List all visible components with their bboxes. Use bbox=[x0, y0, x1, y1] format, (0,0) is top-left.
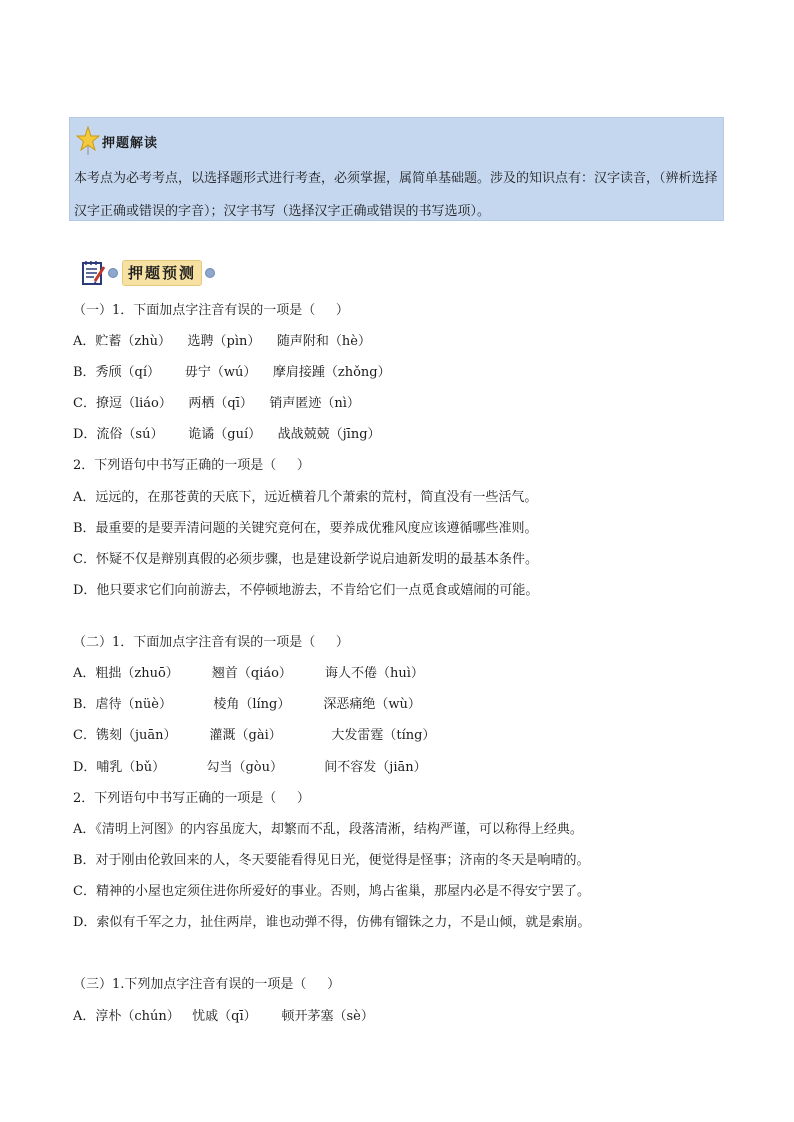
notepad-pencil-icon bbox=[80, 259, 108, 287]
option-line: C．撩逗（liáo） 两栖（qī） 销声匿迹（nì） bbox=[73, 396, 360, 411]
bullet-dot-icon bbox=[205, 268, 215, 278]
bullet-dot-icon bbox=[108, 268, 118, 278]
option-line: D．索似有千军之力，扯住两岸，谁也动弹不得，仿佛有镏铢之力，不是山倾，就是索崩。 bbox=[73, 915, 591, 930]
star-icon bbox=[76, 126, 100, 156]
question-line: （一）1．下面加点字注音有误的一项是（ ） bbox=[73, 303, 349, 318]
option-line: D．流俗（sú） 诡谲（guí） 战战兢兢（jīng） bbox=[73, 427, 381, 442]
option-line: C．怀疑不仅是辩别真假的必须步骤，也是建设新学说启迪新发明的最基本条件。 bbox=[73, 552, 538, 567]
option-line: D．他只要求它们向前游去，不停顿地游去，不肯给它们一点觅食或嬉闹的可能。 bbox=[73, 583, 539, 598]
prediction-header bbox=[80, 259, 215, 287]
guide-box bbox=[69, 117, 724, 221]
prediction-title: 押题预测 bbox=[122, 260, 202, 286]
option-line: B．最重要的是要弄清问题的关键究竟何在，要养成优雅风度应该遵循哪些准则。 bbox=[73, 521, 538, 536]
question-line: （三）1.下列加点字注音有误的一项是（ ） bbox=[73, 977, 341, 992]
option-line: A．淳朴（chún） 忧戚（qī） 顿开茅塞（sè） bbox=[73, 1009, 374, 1024]
guide-header bbox=[76, 126, 158, 156]
guide-text: 本考点为必考考点，以选择题形式进行考查，必须掌握，属简单基础题。涉及的知识点有：汉字读音，（辨析选择汉字正确或错误的字音）；汉字书写（选择汉字正确或错误的书写选项）。 bbox=[74, 171, 718, 219]
question-line: 2．下列语句中书写正确的一项是（ ） bbox=[73, 791, 310, 806]
option-line: A．贮蓄（zhù） 选聘（pìn） 随声附和（hè） bbox=[73, 334, 371, 349]
option-line: B．对于刚由伦敦回来的人，冬天要能看得见日光，便觉得是怪事；济南的冬天是响晴的。 bbox=[73, 853, 590, 868]
option-line: D．哺乳（bǔ） 勾当（gòu） 间不容发（jiān） bbox=[73, 760, 427, 775]
question-line: 2．下列语句中书写正确的一项是（ ） bbox=[73, 458, 310, 473]
option-line: A．远远的，在那苍黄的天底下，远近横着几个萧索的荒村，简直没有一些活气。 bbox=[73, 490, 538, 505]
question-line: （二）1．下面加点字注音有误的一项是（ ） bbox=[73, 635, 349, 650]
guide-title: 押题解读 bbox=[102, 135, 159, 151]
option-line: C．镌刻（juān） 灌溉（gài） 大发雷霆（tíng） bbox=[73, 728, 436, 743]
option-line: B．虐待（nüè） 棱角（líng） 深恶痛绝（wù） bbox=[73, 697, 421, 712]
option-line: A．《清明上河图》的内容虽庞大，却繁而不乱，段落清淅，结构严谨，可以称得上经典。 bbox=[73, 822, 583, 837]
option-line: A．粗拙（zhuō） 翘首（qiáo） 诲人不倦（huì） bbox=[73, 666, 424, 681]
option-line: C．精神的小屋也定须住进你所爱好的事业。否则，鸠占雀巢，那屋内必是不得安宁罢了。 bbox=[73, 884, 590, 899]
option-line: B．秀颀（qí） 毋宁（wú） 摩肩接踵（zhǒng） bbox=[73, 365, 391, 380]
